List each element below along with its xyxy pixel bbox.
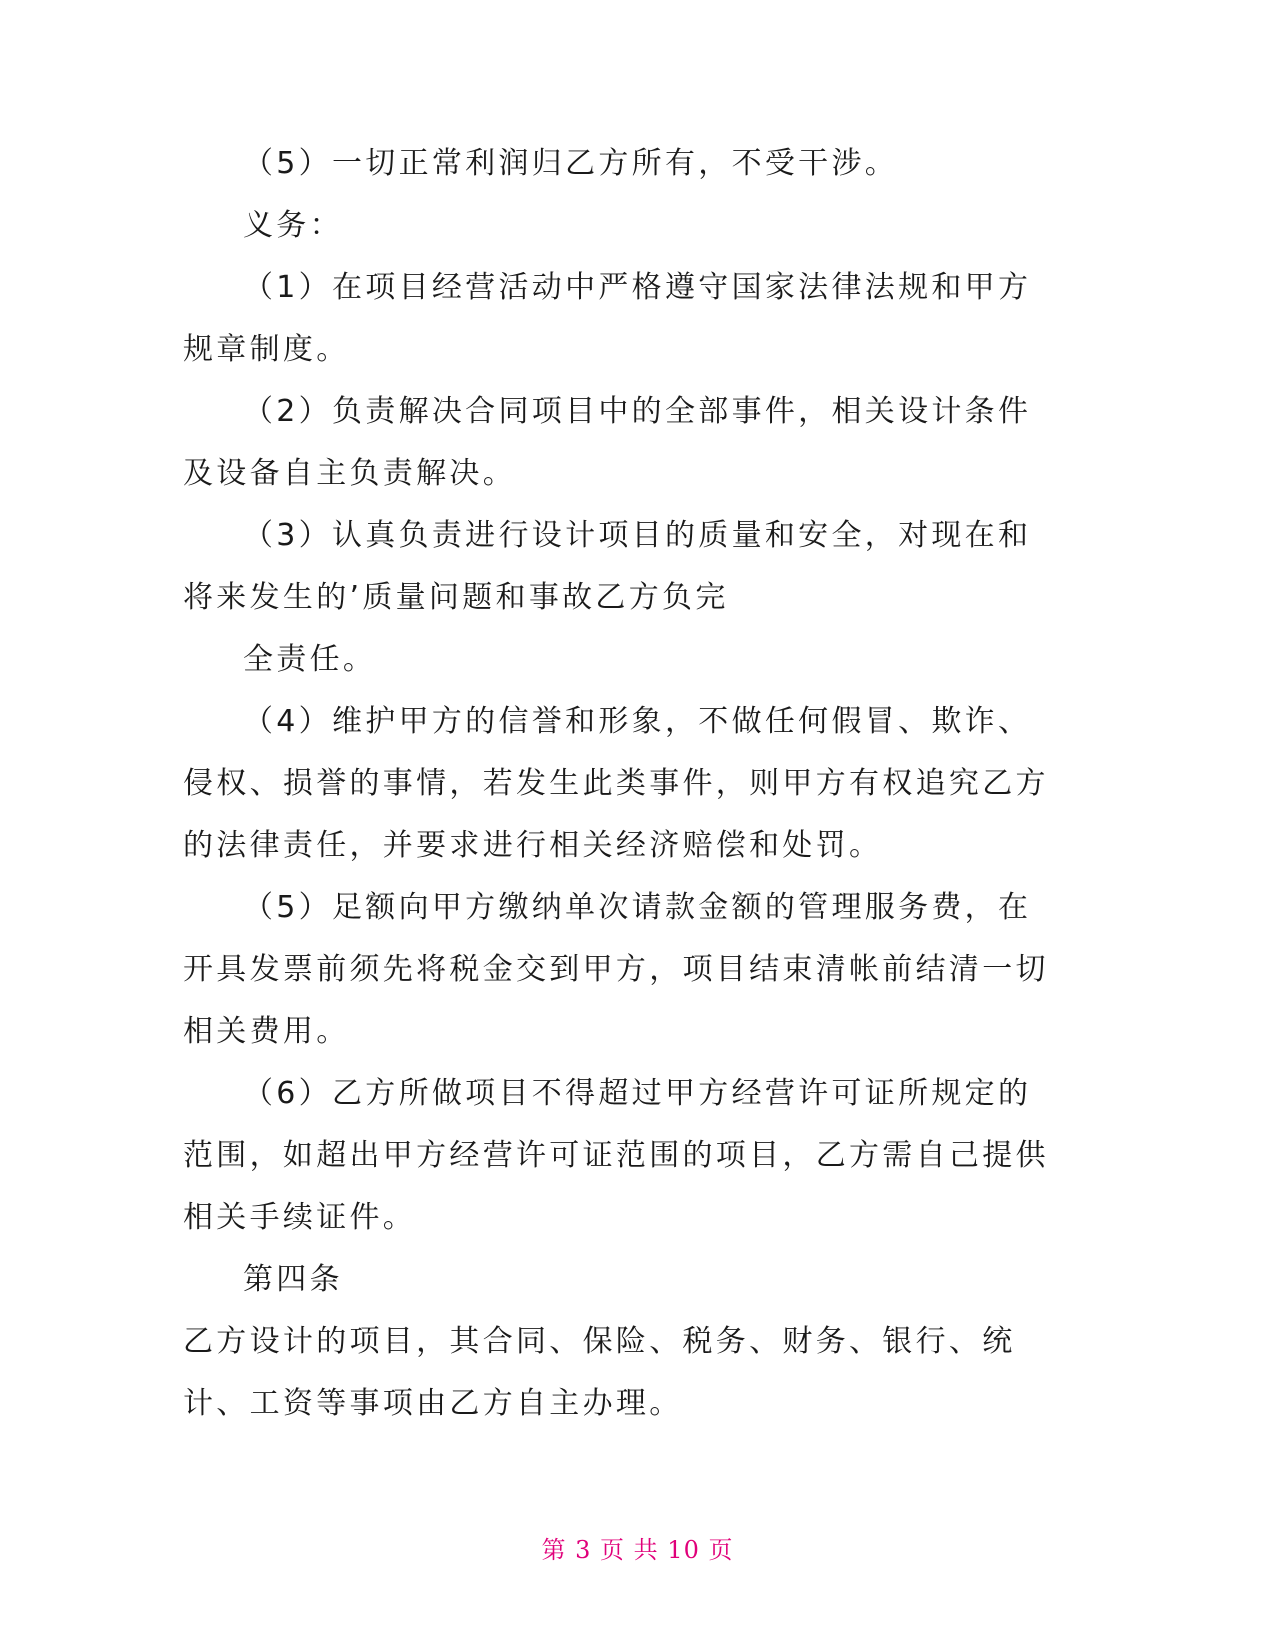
paragraph-obligation-3: （3）认真负责进行设计项目的质量和安全，对现在和将来发生的’质量问题和事故乙方负完 xyxy=(183,518,1032,615)
paragraph-right-5: （5）一切正常利润归乙方所有，不受干涉。 xyxy=(243,146,899,181)
paragraph-obligation-4: （4）维护甲方的信誉和形象，不做任何假冒、欺诈、侵权、损誉的事情，若发生此类事件，则甲方有权追究乙方的法律责任，并要求进行相关经济赔偿和处罚。 xyxy=(183,704,1049,863)
paragraph-obligation-5: （5）足额向甲方缴纳单次请款金额的管理服务费，在开具发票前须先将税金交到甲方，项目结束清帐前结清一切相关费用。 xyxy=(183,890,1049,1049)
page-footer xyxy=(0,1530,1275,1565)
paragraph-obligation-6: （6）乙方所做项目不得超过甲方经营许可证所规定的范围，如超出甲方经营许可证范围的项目，乙方需自己提供相关手续证件。 xyxy=(183,1076,1049,1235)
paragraph-obligation-2: （2）负责解决合同项目中的全部事件，相关设计条件及设备自主负责解决。 xyxy=(183,394,1032,491)
paragraph-obligation-1: （1）在项目经营活动中严格遵守国家法律法规和甲方规章制度。 xyxy=(183,270,1032,367)
paragraph-obligations-heading: 义务： xyxy=(243,208,343,243)
paragraph-obligation-3-continued: 全责任。 xyxy=(243,642,377,677)
paragraph-article-four-body: 乙方设计的项目，其合同、保险、税务、财务、银行、统计、工资等事项由乙方自主办理。 xyxy=(183,1324,1016,1421)
page-number-label: 第 3 页 共 10 页 xyxy=(541,1536,734,1564)
article-four-heading: 第四条 xyxy=(243,1262,343,1297)
document-body xyxy=(183,133,1063,1435)
